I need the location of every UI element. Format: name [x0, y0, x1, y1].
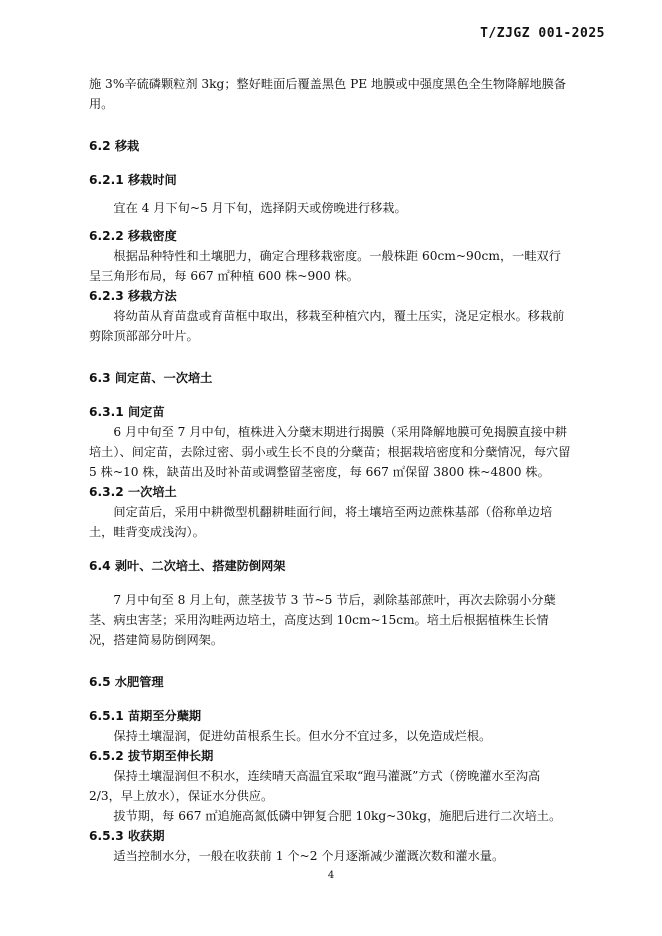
- paragraph: 保持土壤湿润但不积水，连续晴天高温宜采取“跑马灌溉”方式（傍晚灌水至沟高 2/3，早上放水），保证水分供应。: [89, 769, 541, 803]
- section-heading-6-3: 6.3 间定苗、一次培土: [89, 371, 213, 385]
- subsection-heading-6-2-2: 6.2.2 移栽密度: [89, 229, 177, 243]
- subsection-heading-6-5-3: 6.5.3 收获期: [89, 829, 165, 843]
- document-code: T/ZJGZ 001-2025: [480, 26, 605, 41]
- subsection-heading-6-5-2: 6.5.2 拔节期至伸长期: [89, 749, 214, 763]
- paragraph: 将幼苗从育苗盘或育苗框中取出，移栽至种植穴内，覆土压实，浇足定根水。移栽前剪除顶部部分叶片。: [89, 309, 565, 343]
- subsection-heading-6-3-2: 6.3.2 一次培土: [89, 485, 177, 499]
- subsection-heading-6-2-1: 6.2.1 移栽时间: [89, 173, 177, 187]
- paragraph: 间定苗后，采用中耕微型机翻耕畦面行间，将土壤培至两边蔗株基部（俗称单边培土，畦背变成浅沟）。: [89, 505, 553, 539]
- document-body: [89, 74, 573, 866]
- paragraph: 保持土壤湿润，促进幼苗根系生长。但水分不宜过多，以免造成烂根。: [113, 729, 492, 743]
- paragraph: 宜在 4 月下旬~5 月下旬，选择阴天或傍晚进行移栽。: [113, 201, 407, 215]
- paragraph: 根据品种特性和土壤肥力，确定合理移栽密度。一般株距 60cm~90cm，一畦双行呈三角形布局，每 667 ㎡种植 600 株~900 株。: [89, 249, 561, 283]
- subsection-heading-6-2-3: 6.2.3 移栽方法: [89, 289, 177, 303]
- subsection-heading-6-3-1: 6.3.1 间定苗: [89, 405, 165, 419]
- paragraph: 施 3%辛硫磷颗粒剂 3kg；整好畦面后覆盖黑色 PE 地膜或中强度黑色全生物降解地膜备用。: [89, 77, 567, 111]
- paragraph: 拔节期，每 667 ㎡追施高氮低磷中钾复合肥 10kg~30kg，施肥后进行二次培土。: [113, 809, 562, 823]
- paragraph: 适当控制水分，一般在收获前 1 个~2 个月逐渐减少灌溉次数和灌水量。: [113, 849, 505, 863]
- paragraph: 7 月中旬至 8 月上旬，蔗茎拔节 3 节~5 节后，剥除基部蔗叶，再次去除弱小分蘖茎、病虫害茎；采用沟畦两边培土，高度达到 10cm~15cm。培土后根据植株生长情况，搭建简易防倒网架。: [89, 593, 556, 647]
- paragraph: 6 月中旬至 7 月中旬，植株进入分蘖末期进行揭膜（采用降解地膜可免揭膜直接中耕培土）、间定苗，去除过密、弱小或生长不良的分蘖苗；根据栽培密度和分蘖情况，每穴留 5 株~10 株，缺苗出及时补苗或调整留茎密度，每 667 ㎡保留 3800 株~4800 株。: [89, 425, 571, 479]
- section-heading-6-5: 6.5 水肥管理: [89, 675, 164, 689]
- section-heading-6-4: 6.4 剥叶、二次培土、搭建防倒网架: [89, 559, 286, 573]
- subsection-heading-6-5-1: 6.5.1 苗期至分蘖期: [89, 709, 202, 723]
- section-heading-6-2: 6.2 移栽: [89, 139, 140, 153]
- page-number: 4: [327, 870, 335, 881]
